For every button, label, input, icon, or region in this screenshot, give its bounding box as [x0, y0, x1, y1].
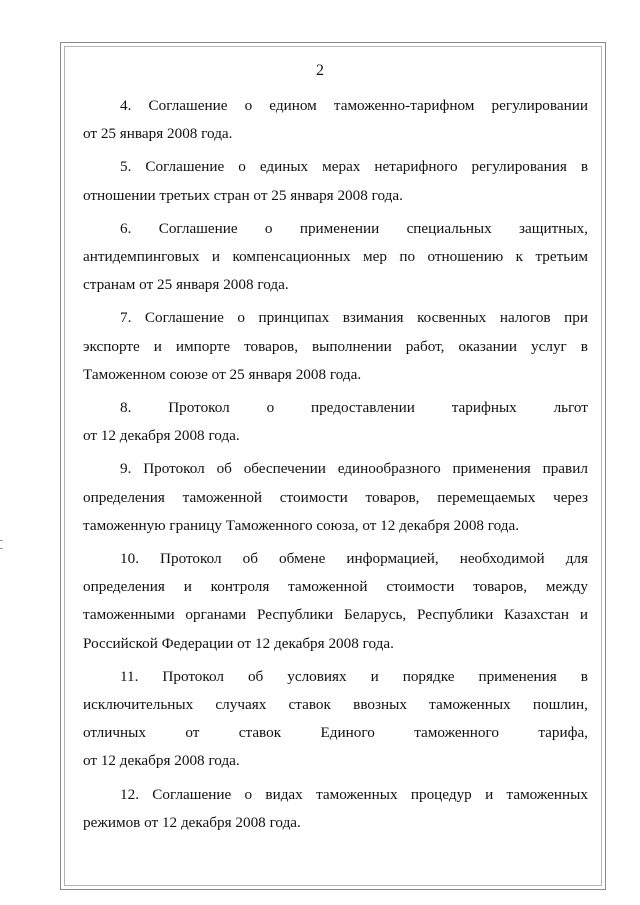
text-line: Российской Федерации от 12 декабря 2008 года.	[83, 634, 394, 652]
text-line: определения и контроля таможенной стоимости товаров, между	[83, 578, 588, 596]
text-line: от 12 декабря 2008 года.	[83, 752, 240, 770]
text-line: антидемпинговых и компенсационных мер по отношению к третьим	[83, 248, 588, 266]
agreement-item	[83, 92, 588, 148]
text-line: экспорте и импорте товаров, выполнении работ, оказании услуг в	[83, 337, 588, 355]
text-line: 9. Протокол об обеспечении единообразного применения правил	[120, 460, 588, 478]
text-line: странам от 25 января 2008 года.	[83, 276, 289, 294]
text-line: определения таможенной стоимости товаров, перемещаемых через	[83, 488, 588, 506]
text-line: отличных от ставок Единого таможенного тарифа,	[83, 724, 588, 742]
page-number: 2	[316, 62, 324, 79]
text-line: 7. Соглашение о принципах взимания косвенных налогов при	[120, 309, 588, 327]
document-body	[83, 92, 588, 842]
text-line: таможенную границу Таможенного союза, от 12 декабря 2008 года.	[83, 516, 520, 534]
agreement-item	[83, 153, 588, 209]
agreement-item	[83, 545, 588, 658]
text-line: от 25 января 2008 года.	[83, 125, 233, 143]
margin-mark	[0, 548, 3, 549]
text-line: 6. Соглашение о применении специальных защитных,	[120, 219, 588, 237]
text-line: отношении третьих стран от 25 января 2008 года.	[83, 186, 403, 204]
text-line: от 12 декабря 2008 года.	[83, 427, 240, 445]
text-line: 8. Протокол о предоставлении тарифных льгот	[120, 399, 588, 417]
text-line: 12. Соглашение о видах таможенных процедур и таможенных	[120, 785, 588, 803]
agreement-item	[83, 455, 588, 540]
agreement-item	[83, 663, 588, 776]
text-line: 11. Протокол об условиях и порядке применения в	[120, 667, 588, 685]
text-line: 10. Протокол об обмене информацией, необходимой для	[120, 550, 588, 568]
text-line: 5. Соглашение о единых мерах нетарифного регулирования в	[120, 158, 588, 176]
agreement-item	[83, 215, 588, 300]
text-line: Таможенном союзе от 25 января 2008 года.	[83, 365, 362, 383]
agreement-item	[83, 304, 588, 389]
text-line: 4. Соглашение о едином таможенно-тарифном регулировании	[120, 97, 588, 114]
text-line: режимов от 12 декабря 2008 года.	[83, 813, 301, 831]
agreement-item	[83, 394, 588, 450]
text-line: исключительных случаях ставок ввозных таможенных пошлин,	[83, 696, 588, 714]
agreement-item	[83, 781, 588, 837]
margin-mark	[0, 540, 3, 541]
text-line: таможенными органами Республики Беларусь, Республики Казахстан и	[83, 606, 588, 624]
